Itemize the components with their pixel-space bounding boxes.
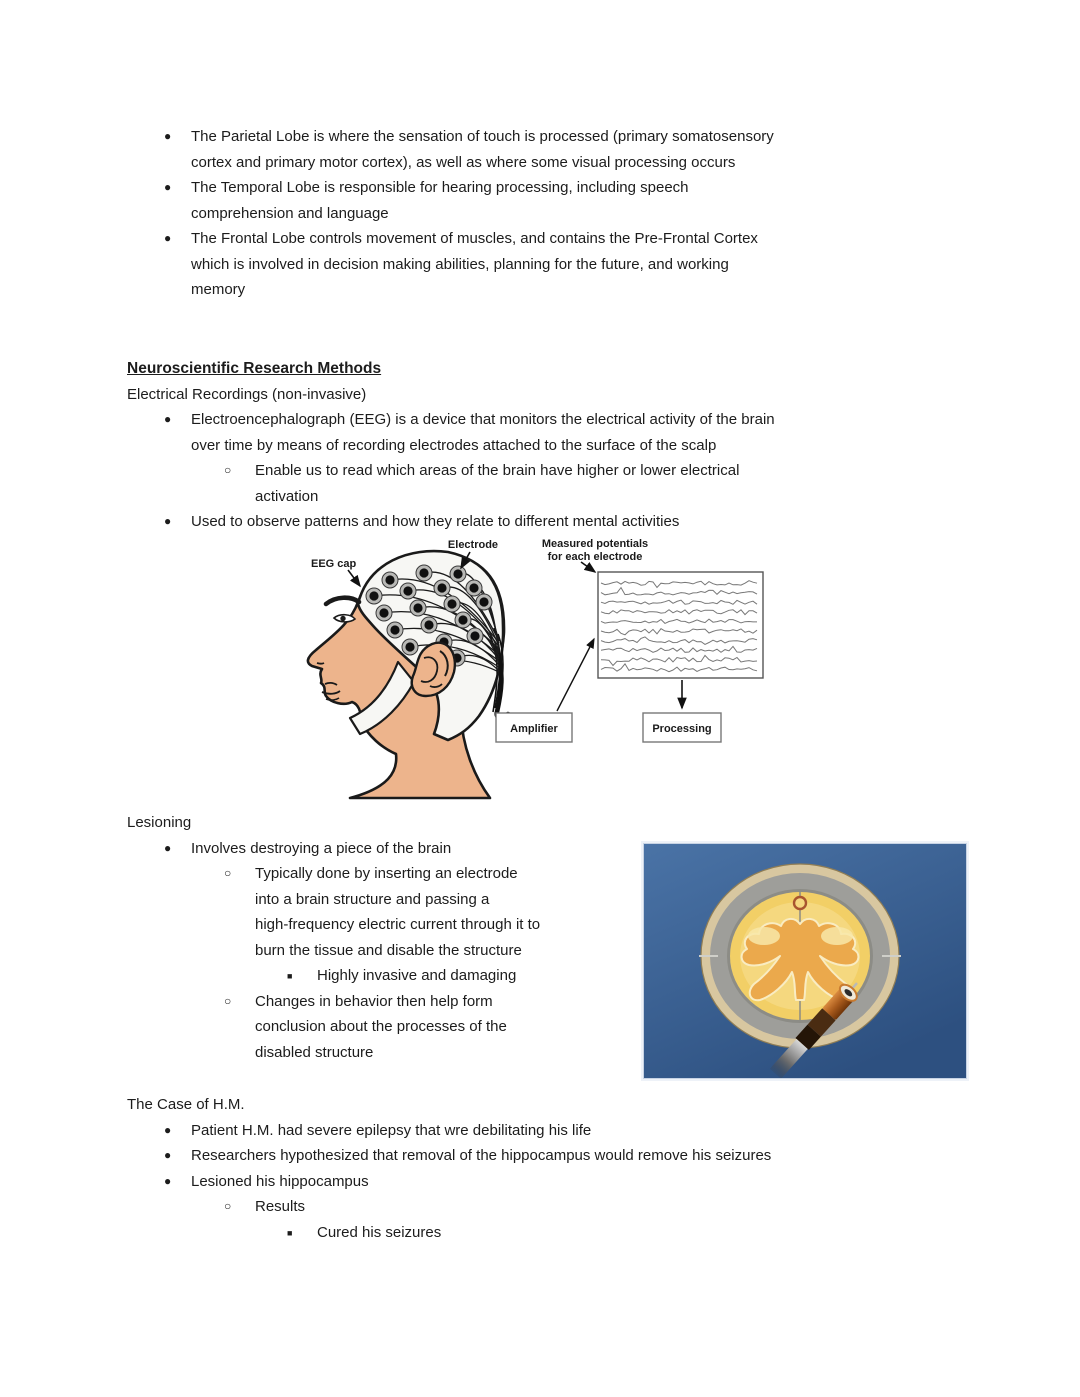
bullet-glyph: ● [164,231,172,245]
list-item: ● Electroencephalograph (EEG) is a device that monitors the electrical activity of the brain over time by means of recording electrodes attached to the surface of the scalp [127,407,959,458]
bullet-glyph: ● [164,180,172,194]
eeg-diagram-svg [298,536,770,800]
list-item: ● Used to observe patterns and how they relate to different mental activities [127,509,959,535]
hm-list [127,1118,959,1246]
head-profile [308,551,508,798]
central-canal [794,897,806,909]
eeg-figure [298,536,770,800]
list-item: ● Researchers hypothesized that removal of the hippocampus would remove his seizures [127,1143,959,1169]
list-item: ○ Enable us to read which areas of the brain have higher or lower electrical activation [127,458,959,509]
processing-label: Processing [652,723,712,735]
list-item: ○ Changes in behavior then help form conclusion about the processes of the disabled structure [127,989,643,1066]
eeg-cap-label: EEG cap [311,558,357,570]
bullet-glyph: ● [164,129,172,143]
lesioning-figure [643,843,967,1079]
measured-potentials-label-2: for each electrode [547,551,643,563]
lesioning-list [127,836,643,1066]
bullet-glyph: ● [164,1148,172,1162]
lesioning-heading: Lesioning [127,814,192,831]
lesioning-svg [644,844,966,1078]
nostril [317,663,324,664]
bullet-glyph: ○ [224,1199,232,1213]
eyebrow [326,598,359,604]
bullet-glyph: ■ [287,971,293,981]
pupil [340,616,345,621]
bullet-glyph: ● [164,412,172,426]
list-item: ○ Typically done by inserting an electrode into a brain structure and passing a high-frequency electric current through it to burn the tissue and disable the structure [127,861,643,963]
bullet-glyph: ● [164,840,172,855]
list-item: ○ Results [127,1194,959,1220]
processing-box [643,713,721,742]
list-item: ● The Parietal Lobe is where the sensation of touch is processed (primary somatosensory cortex and primary motor cortex), as well as where some visual processing occurs [127,124,959,175]
bullet-glyph: ○ [224,463,232,477]
section-research-methods [127,356,959,535]
section-heading: Neuroscientific Research Methods [127,360,382,377]
bullet-glyph: ○ [224,993,232,1008]
spinal-cross-section [699,864,901,1048]
section-lesioning [127,810,643,1065]
section-brain-lobes [127,124,959,303]
measured-potentials-label-1: Measured potentials [541,538,649,550]
amplifier-box [496,713,572,742]
bullet-glyph: ● [164,1173,172,1188]
list-item: ● The Temporal Lobe is responsible for hearing processing, including speech comprehension and language [127,175,959,226]
list-item: ● The Frontal Lobe controls movement of muscles, and contains the Pre-Frontal Cortex which is involved in decision making abilities, planning for the future, and working memory [127,226,959,303]
section-case-of-hm [127,1092,959,1245]
amplifier-label: Amplifier [510,723,558,735]
list-item: ■ Cured his seizures [127,1220,959,1246]
list-item: ● Involves destroying a piece of the brain [127,836,643,862]
methods-list [127,407,959,535]
hm-heading: The Case of H.M. [127,1096,245,1113]
electrode-label: Electrode [447,539,499,551]
section-subheading: Electrical Recordings (non-invasive) [127,385,367,403]
bullet-glyph: ● [164,514,172,528]
list-item: ● Patient H.M. had severe epilepsy that wre debilitating his life [127,1118,959,1144]
bullet-glyph: ● [164,1122,172,1137]
bullet-glyph: ■ [287,1227,293,1238]
list-item: ● Lesioned his hippocampus [127,1169,959,1195]
list-item: ■ Highly invasive and damaging [127,963,643,989]
trace-box [598,572,763,678]
bullet-glyph: ○ [224,866,232,880]
